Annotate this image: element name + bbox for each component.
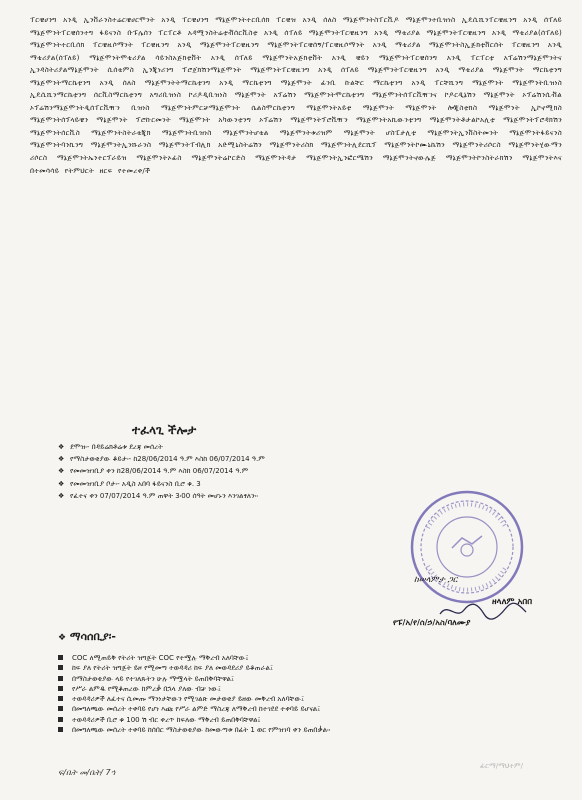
list-item: ተወዳዳሪዎች ለፈተና ሲመጡ ማንነታቸውን የሚገልጽ መታወቂያ ይዘው መቅረብ አለባቸው፤ [58, 694, 528, 704]
official-seal-stamp [408, 488, 526, 606]
square-bullet-icon [58, 696, 63, 701]
list-item: የሥራ ልምዱ የሚቆጠረው ከምረቃ በኋላ ያለው ብቻ ነው፤ [58, 684, 528, 694]
faint-footer-note: ፊርማ/ማህተም/ [480, 762, 523, 770]
requirements-heading: ተፈላጊ ችሎታ [132, 423, 197, 437]
list-item: በመግለጫው መሰረት ተቀባይ የሆነ እጩ የሥራ ልምድ ማስረጃ ለማቅረብ ከተገደደ ተቀባይ ይሆናል፤ [58, 704, 528, 714]
handwritten-note: ፍ/ቤት መ/ቤት/ 7ኅ [58, 768, 116, 777]
list-item: ተወዳዳሪዎች ቢሮ ቁ 100 ሽ ብር ቀረጥ ከፍለው ማቅረብ ይጠበቅባቸዋል፤ [58, 715, 528, 725]
square-bullet-icon [58, 676, 63, 681]
list-item: ❖ ደሞዝ፡- በዳይሬክቶሬቱ ደረጃ መሰረት [58, 441, 458, 453]
square-bullet-icon [58, 665, 63, 670]
list-item: COC ለሚጠይቅ የትሪት ዝግጅት COC የተሟሉ ማቅረብ አለባቸው፤ [58, 653, 528, 663]
signer-title: የፑ/አ/የ/ሰ/ኃ/አስ/ባለሙያ [393, 618, 471, 627]
diamond-bullet-icon: ❖ [58, 467, 65, 476]
square-bullet-icon [58, 655, 63, 660]
list-item: በማስታወቂያው ላይ የተገለጹትን ሁሉ ማሟላት ይጠበቅባቸዋል፤ [58, 674, 528, 684]
diamond-bullet-icon: ❖ [58, 443, 65, 451]
diamond-bullet-icon: ❖ [58, 455, 65, 464]
signer-name: ዘላለም አበበ [492, 597, 533, 607]
list-item: ❖ የመመዝገቢያ ቀን ከ28/06/2014 ዓ.ም እስከ 06/07/2014 ዓ.ም [58, 465, 458, 477]
list-item: ❖ የመመዝገቢያ ቦታ፡- አዲስ አበባ ፋይናንስ ቢሮ ቁ. 3 [58, 478, 458, 490]
square-bullet-icon [58, 706, 63, 711]
list-item: ❖ የፈተና ቀን 07/07/2014 ዓ.ም ጠዋት 3፡00 ሰዓት መሆኑን እንገልፃለን፡፡ [58, 490, 458, 502]
square-bullet-icon [58, 686, 63, 691]
letter-body-paragraph: ፐርቼሀንግ አንዲ ኢንቨራንስተሬርቼሀርሞንት አንዲ ፐርቼሀንግ ማኔጅሞንትተርቢሰክ ፐርቼዝ አንዲ ሰለስ ማኔጅሞንትስፐርቪዶ ማኔጅሞንተቢዝነስ ኢዴሲሺንፐርቼዚንግ አንዲ ሰፐለይ ማኔጅሞንትፐርቼሰንተግ ፋይናንስ ቡፑሌሰን ፐርፐርቶ አዳሚንስትሬቲቭሰርቪስቲ አንዲ ሰፐለይ ማኔጅሞንትፐርቼዚንግ አንዲ ማቴሪያል ማኔጅሞንትፐርቼዚንግ አንዲ ማቴሪያል(ሰፐለይ) ማኔጅሞንትተርቢሰክ ፐርቼዚሶማንት ፐርቼዚንግ አንዲ ማኔጅሞንትፐርቼዚንግ ማኔጅሞንትፐርቼሰኝ/ፐርቼዚሶማንት አንዲ ማቴሪያል ማኔጅሞንትስኢጅክቲቨርሰት ፐርቼዚንግ አንዲ ማቴሪያል(ሰፐለይ) ማኔጅሞንትሞቴሪያል ሳይንስአጅክቲቨት አንዲ ሰፐለይ ማኔጅሞንትአጅክቲቨት አንዲ ቼይን ማኔጅሞንትፐርቼሰንግ አንዲ ፐርፐርቲ አፕሬሽንማኔጅሞንትና ኢንዳስትሪያልማኔጅሞንት ሲሰቴምስ ኢንጂነሪንግ ፕሮጀክሽንማኔጅሞንት ማኔጅሞንትፐርቼዚንግ አንዲ ሰፐለይ ማኔጅሞንትፐርቼዚንግ አንዲ ማቴሪያል ማኔጅሞንት ማርኬቲንግ ማኔጅሞንትማርኬቲንግ አንዲ ሰለስ ማኔጅሞንትትማርኬቲንግ አንዲ ማርኬቲንግ ማኔጅሞንት ፊንቢ ኩልቸር ማርኬቲንግ አንዲ ፐርቸሺንግ ማኔጅሞንት ማኔጅሞንትቢዝነስ ኢዴሲሺንማርኬቲንግ ሰርቪስማርኬቲንግ አግሪቢዝነስ ኮሪዶዲቢዝነስ ማኔጅሞንት አፕሬሽን ማኔጅሞንትሞርኬቲንግ ማኔጅሞንትሰፐርቪዥንና ኮዶርዲኔሽን ማኔጅሞንት ኦፕሬሽንሲቭል ኦፕሬሽንማኔጅሞንትዲሰፐርቪዥን ቢዝነስ ማኔጅሞንትምርቻማኔጅሞንት ሴልስሞርኬቲንግ ማኔጅሞንትአይቲ ማኔጅሞንት ማኔጅሞንት ሎጂስቲክስ ማኔጅሞንት ኢኮኖሚክስ ማኔጅሞንትሰፕላይቼን ማኔጅሞንት ፕሮኩርመንት ማኔጅሞንት አካውንቲንግ ኦፕሬሽን ማኔጅሞንትፕሮቪዥን ማኔጅሞንትአኪውንቲንግ ማኔጅሞንትቶታልኮአሊቲ ማኔጅሞንትፕሮዳክሽን ማኔጅሞንትሰርቪስ ማኔጅሞንትስትራቴጂክ ማኔጅሞንትቢዝነስ ማኔጅሞንትሆቴል ማኔጅሞንትቱሪዝም ማኔጅሞንት ሆስፒታሊቲ ማኔጅሞንትኢንቨስትመንት ማኔጅሞንትፋይናንስ ማኔጅሞንትባንኪንግ ማኔጅሞንትኢንሹራንስ ማኔጅሞንትፐብሊክ አድሚኒስትሬሽን ማኔጅሞንትሪስክ ማኔጅሞንትሊደርሺፕ ማኔጅሞንትኮሙኒኬሽን ማኔጅሞንትሪሶርስ ማኔጅሞንትሂውማን ሪሶርስ ማኔጅሞንትኤንተርፕራይዝ ማኔጅሞንትኦፊስ ማኔጅሞንትሬኮርድስ ማኔጅሞንትዳታ ማኔጅሞንትኢንፎርሜሽን ማኔጅሞንትኖውሌጅ ማኔጅሞንትኮንስትራክሽን ማኔጅሞንትእና በተመሳሳይ የትምህርት ዘርፍ የተመረቀ/ች [30, 15, 562, 175]
list-item: ❖ የማስታወቂያው ቆይታ፡- ከ28/06/2014 ዓ.ም እስከ 06/07/2014 ዓ.ም [58, 453, 458, 465]
requirements-list [58, 441, 458, 502]
closing-greeting: ከሠላምታ ጋር [414, 575, 458, 585]
square-bullet-icon [58, 717, 63, 722]
diamond-bullet-icon: ❖ [58, 479, 65, 488]
diamond-bullet-icon: ❖ [58, 491, 65, 500]
list-item: በመግለጫው መሰረት ተቀባይ ከሰበር ማስታወቂያው ከመውጣቱ በፊት 1 ወር የምዝገባ ቀን ይጠበቃል፡፡ [58, 725, 528, 735]
notice-heading: ❖ ማሳሰቢያ፡- [58, 630, 116, 643]
notice-list [58, 653, 528, 735]
bullet-mark-icon: ❖ [58, 633, 67, 643]
list-item: ከፍ ያለ የትሪት ዝግጅት ይዞ የሚመጣ ተወዳዳሪ ከፍ ያለ መወዳደሪያ ይቆጠራል፤ [58, 663, 528, 673]
square-bullet-icon [58, 727, 63, 732]
